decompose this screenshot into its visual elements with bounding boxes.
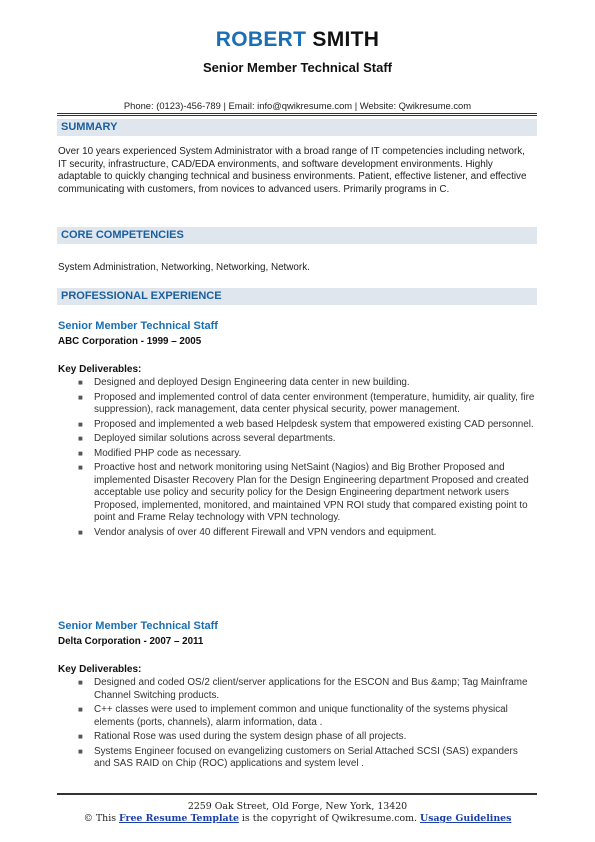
list-item: ■ Proposed and implemented control of data center environment (temperature, humidity, air quality, fire suppression), rack management, data center physical security, power management. bbox=[78, 391, 535, 415]
bullet-icon: ■ bbox=[78, 448, 83, 458]
list-item: ■ Proactive host and network monitoring using NetSaint (Nagios) and Big Brother Proposed and implemented Disaster Recovery Plan for the Design Engineering department Proposed and created acceptable use policy and security policy for the Design Engineering department network users Proposed, implemented, monitored, and maintained VPN ROI study that compared existing point to point and Frame Relay technology with VPN technology. bbox=[78, 462, 529, 523]
footer-divider bbox=[57, 793, 537, 795]
bullet-icon: ■ bbox=[78, 434, 83, 443]
last-name: SMITH bbox=[312, 28, 380, 51]
bullet-icon: ■ bbox=[78, 746, 83, 756]
job-2-title: Senior Member Technical Staff bbox=[58, 620, 218, 632]
usage-guidelines-link[interactable]: Usage Guidelines bbox=[420, 813, 512, 824]
summary-text: Over 10 years experienced System Administrator with a broad range of IT competencies including network, IT security, infrastructure, CAD/EDA environments, and software development environments. Highly adaptable to quickly changing technical and business environments. Patient, effective listener, and effective communicating with customers, from novices to advanced users. Primarily programs in C. bbox=[58, 146, 527, 195]
list-item: ■ Designed and coded OS/2 client/server applications for the ESCON and Bus &amp; Tag Mainframe Channel Switching products. bbox=[78, 677, 528, 701]
free-resume-template-link[interactable]: Free Resume Template bbox=[119, 813, 239, 824]
bullet-icon: ■ bbox=[78, 678, 83, 687]
list-item: ■ Proposed and implemented a web based Helpdesk system that empowered existing CAD personnel. bbox=[78, 418, 534, 430]
candidate-name bbox=[0, 28, 595, 52]
bullet-icon: ■ bbox=[78, 732, 83, 741]
list-item: ■ Modified PHP code as necessary. bbox=[78, 447, 242, 459]
job-1-company: ABC Corporation - 1999 – 2005 bbox=[58, 336, 202, 347]
bullet-icon: ■ bbox=[78, 419, 83, 429]
list-item: ■ Designed and deployed Design Engineering data center in new building. bbox=[78, 377, 410, 388]
experience-heading: PROFESSIONAL EXPERIENCE bbox=[57, 288, 537, 305]
header-divider bbox=[57, 113, 537, 114]
job-1-bullet-list bbox=[76, 377, 536, 541]
job-1-title: Senior Member Technical Staff bbox=[58, 320, 218, 332]
job-2-deliverables-label: Key Deliverables: bbox=[58, 664, 142, 675]
header-divider-second bbox=[57, 115, 537, 116]
job-2-company: Delta Corporation - 2007 – 2011 bbox=[58, 636, 204, 647]
list-item: ■ Rational Rose was used during the system design phase of all projects. bbox=[78, 731, 407, 742]
footer-copyright: © This Free Resume Template is the copyright of Qwikresume.com. Usage Guidelines bbox=[83, 813, 512, 824]
list-item: ■ Deployed similar solutions across several departments. bbox=[78, 433, 336, 444]
contact-line: Phone: (0123)-456-789 | Email: info@qwikresume.com | Website: Qwikresume.com bbox=[123, 100, 472, 111]
bullet-icon: ■ bbox=[78, 378, 83, 387]
competencies-text: System Administration, Networking, Networking, Network. bbox=[58, 262, 310, 273]
job-1-deliverables-label: Key Deliverables: bbox=[58, 364, 142, 375]
list-item: ■ Vendor analysis of over 40 different Firewall and VPN vendors and equipment. bbox=[78, 526, 437, 538]
job-2-bullet-list bbox=[76, 677, 536, 773]
summary-heading: SUMMARY bbox=[57, 119, 537, 136]
footer-address: 2259 Oak Street, Old Forge, New York, 13420 bbox=[187, 801, 408, 812]
bullet-icon: ■ bbox=[78, 705, 83, 714]
bullet-icon: ■ bbox=[78, 463, 83, 472]
job-title-heading: Senior Member Technical Staff bbox=[202, 60, 393, 75]
first-name: ROBERT bbox=[215, 28, 307, 51]
list-item: ■ Systems Engineer focused on evangelizing customers on Serial Attached SCSI (SAS) expanders and SAS RAID on Chip (ROC) applications and system level . bbox=[78, 745, 518, 769]
bullet-icon: ■ bbox=[78, 527, 83, 537]
list-item: ■ C++ classes were used to implement common and unique functionality of the systems physical elements (ports, channels), alarm information, data . bbox=[78, 704, 508, 728]
bullet-icon: ■ bbox=[78, 392, 83, 402]
competencies-heading: CORE COMPETENCIES bbox=[57, 227, 537, 244]
